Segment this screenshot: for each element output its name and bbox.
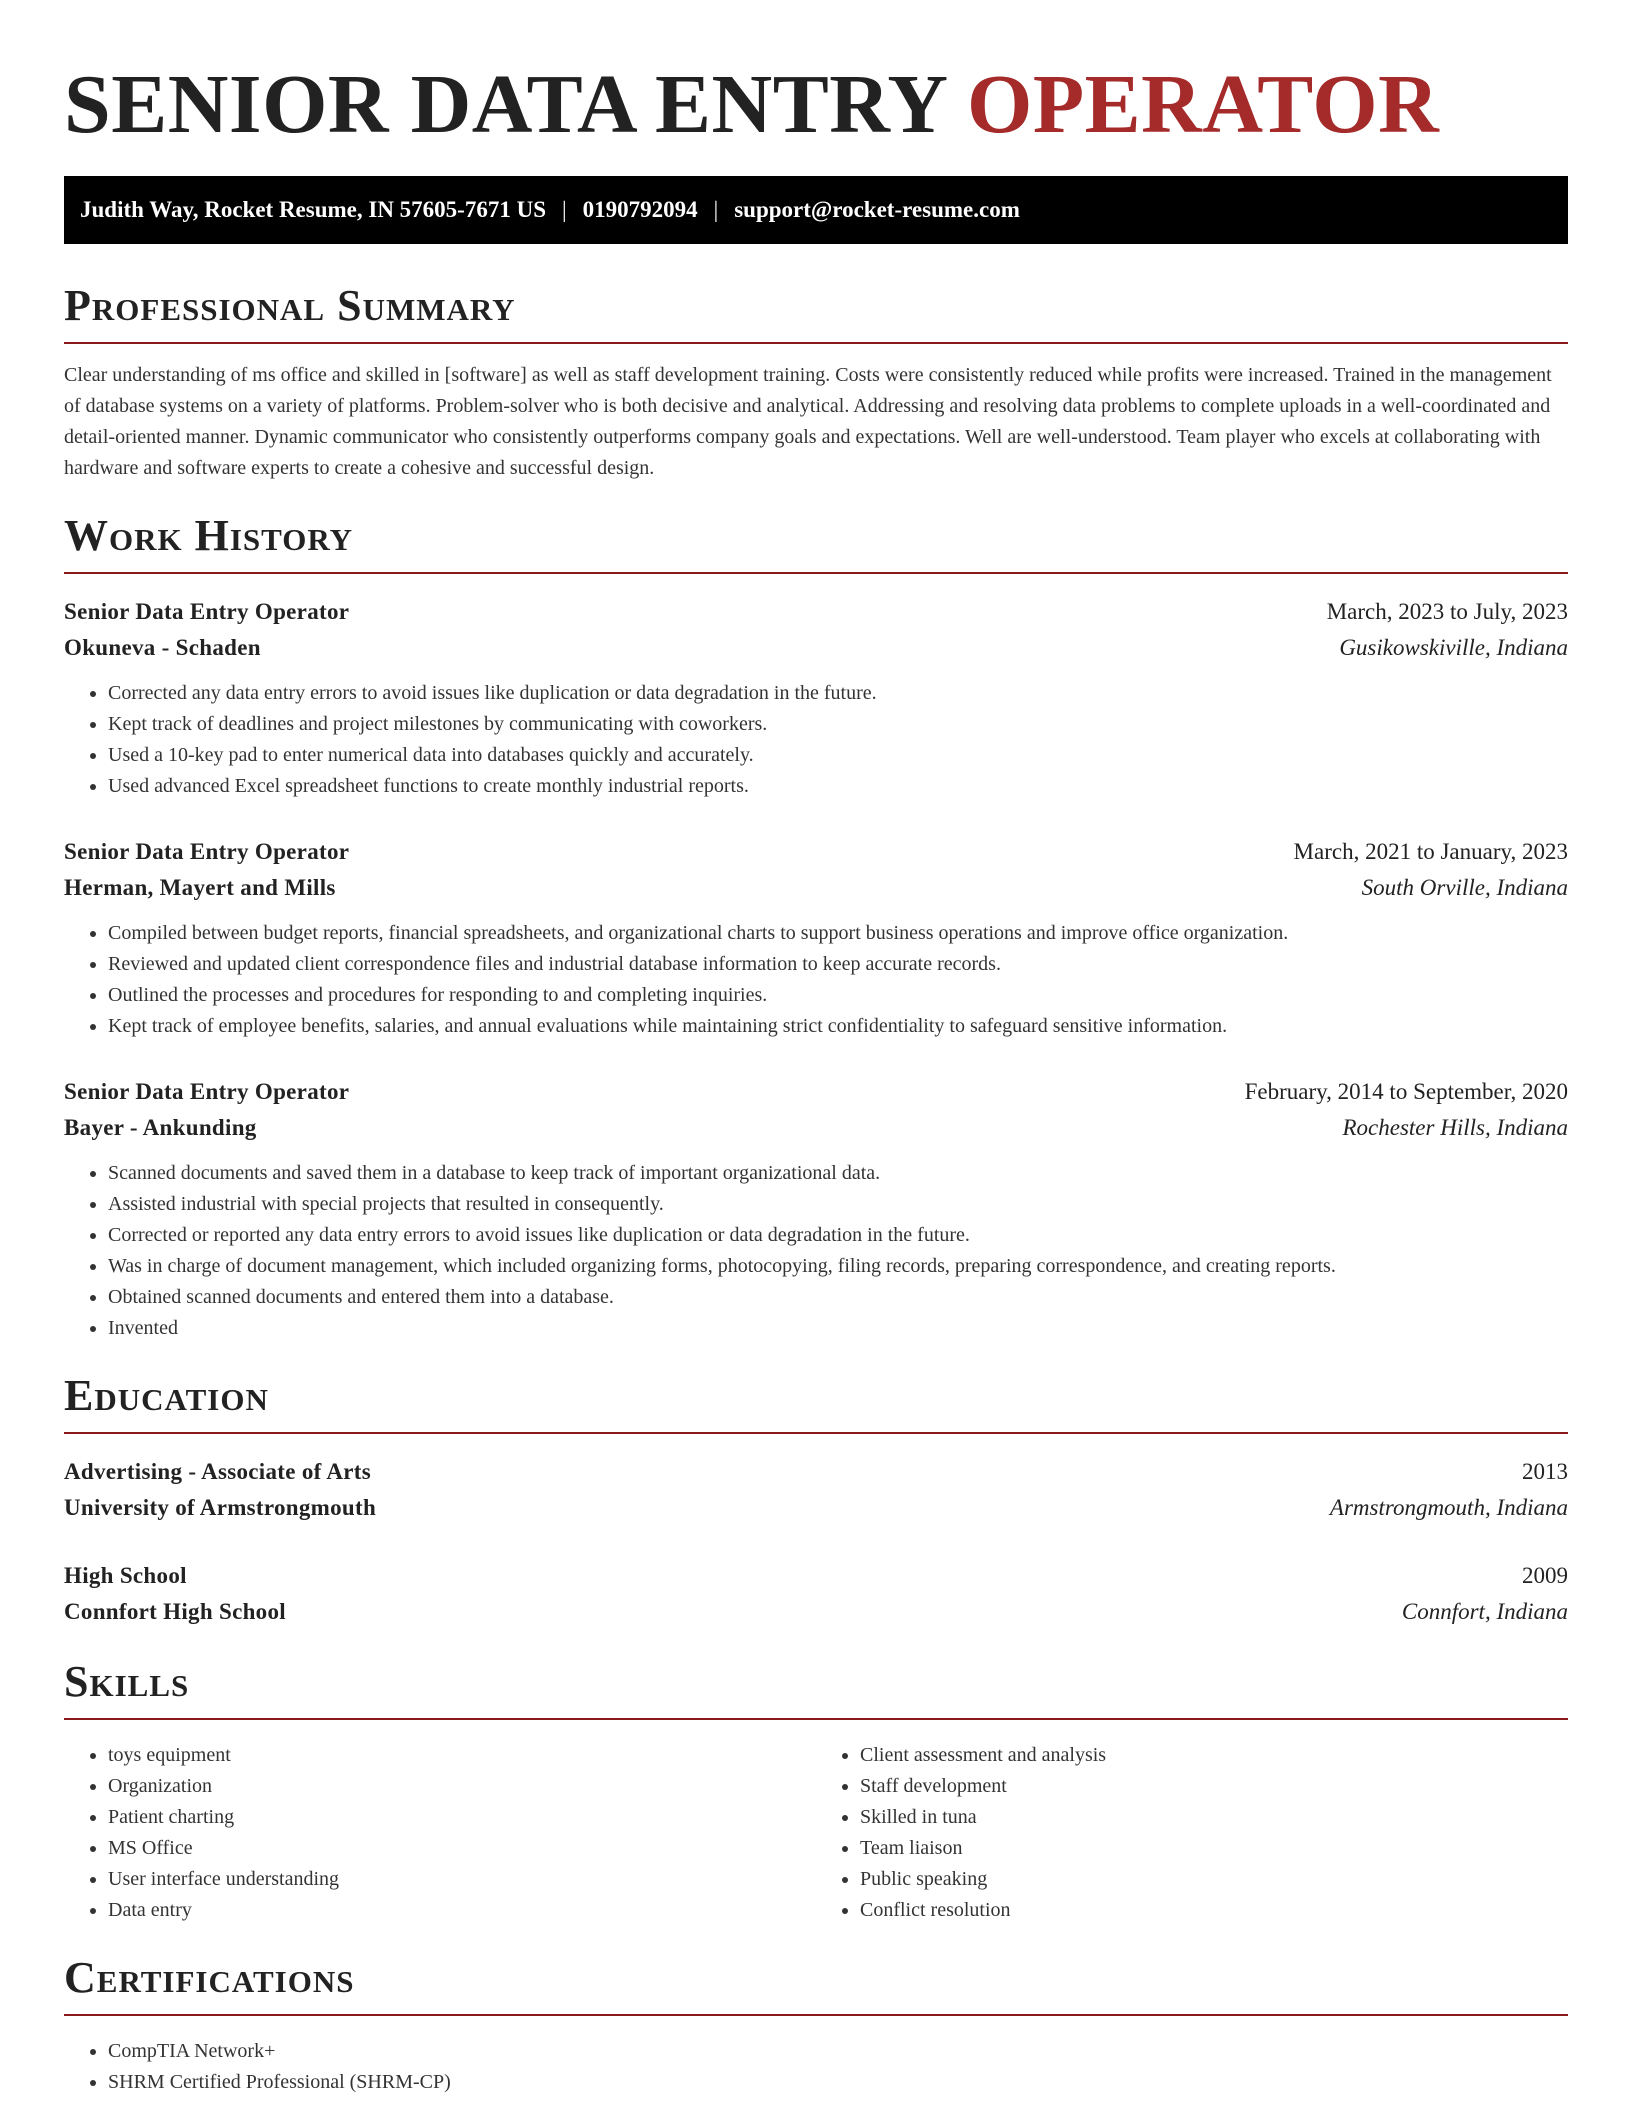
section-divider — [64, 1718, 1568, 1720]
skill-item: • Skilled in tuna — [860, 1802, 1568, 1833]
section-heading-summary: Professional Summary — [64, 281, 516, 330]
job-bullet: • Scanned documents and saved them in a database to keep track of important organizational data. — [108, 1158, 1568, 1189]
education-school: University of Armstrongmouth — [64, 1495, 377, 1520]
contact-address: Judith Way, Rocket Resume, IN 57605-7671 US — [80, 197, 546, 222]
job-bullet: • Was in charge of document management, which included organizing forms, photocopying, filing records, preparing correspondence, and creating reports. — [108, 1251, 1568, 1282]
job-bullets — [64, 1158, 1568, 1344]
education-location: Armstrongmouth, Indiana — [1329, 1495, 1568, 1520]
skills-column-right — [816, 1740, 1568, 1926]
job-bullets — [64, 918, 1568, 1042]
job-title: Senior Data Entry Operator — [64, 599, 350, 624]
job-dates: March, 2023 to July, 2023 — [1326, 599, 1568, 624]
skills-grid — [64, 1740, 1568, 1926]
skill-item: • Organization — [108, 1771, 816, 1802]
section-divider — [64, 572, 1568, 574]
job-entry — [64, 1074, 1568, 1344]
skill-item: • Public speaking — [860, 1864, 1568, 1895]
skill-item: • Client assessment and analysis — [860, 1740, 1568, 1771]
job-bullet: • Used a 10-key pad to enter numerical data into databases quickly and accurately. — [108, 740, 1568, 771]
skill-item: • Team liaison — [860, 1833, 1568, 1864]
section-divider — [64, 1432, 1568, 1434]
job-bullet: • Assisted industrial with special projects that resulted in consequently. — [108, 1189, 1568, 1220]
job-bullet: • Invented — [108, 1313, 1568, 1344]
job-location: Rochester Hills, Indiana — [1342, 1115, 1568, 1140]
job-bullets — [64, 678, 1568, 802]
certification-item: • CompTIA Network+ — [108, 2036, 1568, 2067]
section-heading-work-history: Work History — [64, 511, 354, 560]
education-degree: High School — [64, 1563, 187, 1588]
work-history-section — [64, 510, 1568, 1344]
job-bullet: • Corrected any data entry errors to avoid issues like duplication or data degradation in the future. — [108, 678, 1568, 709]
job-bullet: • Obtained scanned documents and entered them into a database. — [108, 1282, 1568, 1313]
education-year: 2013 — [1522, 1459, 1568, 1484]
skill-item: • Patient charting — [108, 1802, 816, 1833]
job-bullet: • Used advanced Excel spreadsheet functions to create monthly industrial reports. — [108, 771, 1568, 802]
contact-bar — [64, 176, 1568, 244]
section-heading-skills: Skills — [64, 1657, 190, 1706]
summary-text: Clear understanding of ms office and skilled in [software] as well as staff development training. Costs were consistently reduced while profits were increased. Trained in the management of database systems on a variety of platforms. Problem-solver who is both decisive and analytical. Addressing and resolving data problems to complete uploads in a well-coordinated and detail-oriented manner. Dynamic communicator who consistently outperforms company goals and expectations. Well are well-understood. Team player who excels at collaborating with hardware and software experts to create a cohesive and successful design. — [64, 364, 1552, 479]
title-accent: OPERATOR — [966, 58, 1440, 151]
contact-separator: | — [713, 197, 719, 222]
resume-title — [64, 55, 1568, 155]
skill-item: • MS Office — [108, 1833, 816, 1864]
skill-item: • Staff development — [860, 1771, 1568, 1802]
job-location: Gusikowskiville, Indiana — [1339, 635, 1568, 660]
job-bullet: • Corrected or reported any data entry errors to avoid issues like duplication or data degradation in the future. — [108, 1220, 1568, 1251]
education-entry — [64, 1454, 1568, 1526]
job-bullet: • Outlined the processes and procedures for responding to and completing inquiries. — [108, 980, 1568, 1011]
contact-separator: | — [562, 197, 567, 222]
skill-item: • Data entry — [108, 1895, 816, 1926]
education-entry — [64, 1558, 1568, 1630]
certifications-list — [64, 2036, 1568, 2098]
job-dates: March, 2021 to January, 2023 — [1293, 839, 1568, 864]
job-company: Bayer - Ankunding — [64, 1115, 257, 1140]
job-company: Okuneva - Schaden — [64, 635, 261, 660]
job-company: Herman, Mayert and Mills — [64, 875, 336, 900]
job-title: Senior Data Entry Operator — [64, 839, 350, 864]
contact-email: support@rocket-resume.com — [734, 197, 1020, 222]
section-heading-education: Education — [64, 1371, 269, 1420]
education-school: Connfort High School — [64, 1599, 286, 1624]
job-entry — [64, 834, 1568, 1042]
job-location: South Orville, Indiana — [1361, 875, 1568, 900]
certifications-section — [64, 1952, 1568, 2098]
education-location: Connfort, Indiana — [1401, 1599, 1568, 1624]
skills-section — [64, 1656, 1568, 1926]
job-bullet: • Kept track of deadlines and project milestones by communicating with coworkers. — [108, 709, 1568, 740]
section-heading-certifications: Certifications — [64, 1953, 355, 2002]
education-degree: Advertising - Associate of Arts — [64, 1459, 371, 1484]
job-bullet: • Reviewed and updated client correspondence files and industrial database information to keep accurate records. — [108, 949, 1568, 980]
title-main: SENIOR DATA ENTRY — [64, 58, 946, 151]
education-year: 2009 — [1522, 1563, 1568, 1588]
skill-item: • Conflict resolution — [860, 1895, 1568, 1926]
summary-section — [64, 280, 1568, 484]
job-entry — [64, 594, 1568, 802]
job-dates: February, 2014 to September, 2020 — [1244, 1079, 1568, 1104]
job-bullet: • Kept track of employee benefits, salaries, and annual evaluations while maintaining strict confidentiality to safeguard sensitive information. — [108, 1011, 1568, 1042]
job-bullet: • Compiled between budget reports, financial spreadsheets, and organizational charts to support business operations and improve office organization. — [108, 918, 1568, 949]
skills-column-left — [64, 1740, 816, 1926]
section-divider — [64, 342, 1568, 344]
contact-phone: 0190792094 — [582, 197, 698, 222]
education-section — [64, 1370, 1568, 1630]
skill-item: • toys equipment — [108, 1740, 816, 1771]
skill-item: • User interface understanding — [108, 1864, 816, 1895]
section-divider — [64, 2014, 1568, 2016]
job-title: Senior Data Entry Operator — [64, 1079, 350, 1104]
certification-item: • SHRM Certified Professional (SHRM-CP) — [108, 2067, 1568, 2098]
